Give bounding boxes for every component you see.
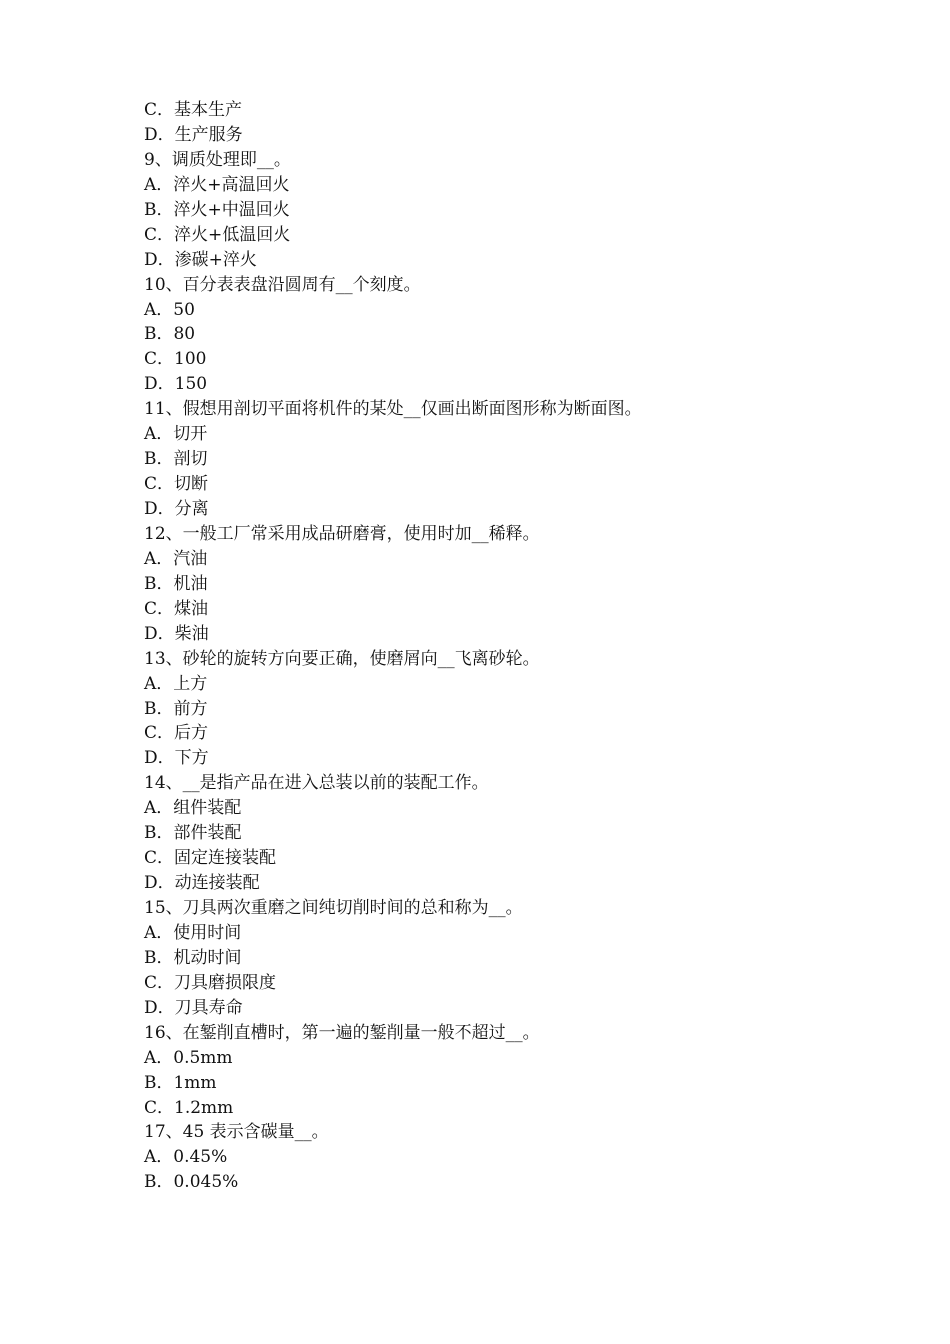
option-line: C．后方 <box>144 723 209 744</box>
option-line: A．淬火+高温回火 <box>144 174 290 195</box>
option-line: D．渗碳+淬火 <box>144 249 257 270</box>
option-line: A．使用时间 <box>144 922 242 943</box>
question-line: 12、一般工厂常采用成品研磨膏，使用时加__稀释。 <box>144 523 540 544</box>
option-line: A．0.45% <box>144 1147 228 1168</box>
option-line: B．部件装配 <box>144 823 242 844</box>
option-line: B．机油 <box>144 573 208 594</box>
option-line: B．前方 <box>144 698 208 719</box>
option-line: A．汽油 <box>144 548 208 569</box>
option-line: D．动连接装配 <box>144 873 260 894</box>
question-line: 9、调质处理即__。 <box>144 149 291 170</box>
option-line: B．80 <box>144 324 196 345</box>
option-line: D．生产服务 <box>144 124 243 145</box>
option-line: B．淬火+中温回火 <box>144 199 290 220</box>
option-line: D．刀具寿命 <box>144 997 243 1018</box>
option-line: D．分离 <box>144 499 209 519</box>
option-line: C．100 <box>144 349 207 370</box>
question-line: 13、砂轮的旋转方向要正确，使磨屑向__飞离砂轮。 <box>144 648 540 669</box>
question-line: 16、在錾削直槽时，第一遍的錾削量一般不超过__。 <box>144 1022 540 1043</box>
option-line: B．1mm <box>144 1072 217 1093</box>
question-line: 10、百分表表盘沿圆周有__个刻度。 <box>144 274 421 295</box>
option-line: B．剖切 <box>144 449 208 470</box>
option-line: B．0.045% <box>144 1172 239 1193</box>
option-line: C．煤油 <box>144 598 209 619</box>
option-line: C．基本生产 <box>144 100 243 120</box>
option-line: C．淬火+低温回火 <box>144 224 291 245</box>
option-line: A．组件装配 <box>144 798 242 819</box>
option-line: B．机动时间 <box>144 947 242 968</box>
option-line: D．柴油 <box>144 623 209 644</box>
option-line: A．上方 <box>144 673 208 694</box>
option-line: A．50 <box>144 299 195 320</box>
question-line: 11、假想用剖切平面将机件的某处__仅画出断面图形称为断面图。 <box>144 399 642 420</box>
question-line: 15、刀具两次重磨之间纯切削时间的总和称为__。 <box>144 898 523 918</box>
option-line: D．下方 <box>144 748 209 769</box>
question-list <box>144 98 844 1195</box>
question-line: 14、__是指产品在进入总装以前的装配工作。 <box>144 773 489 794</box>
option-line: A．0.5mm <box>144 1047 233 1068</box>
option-line: C．刀具磨损限度 <box>144 972 277 993</box>
option-line: C．1.2mm <box>144 1097 234 1118</box>
option-line: C．切断 <box>144 474 209 495</box>
option-line: D．150 <box>144 374 208 395</box>
question-line: 17、45 表示含碳量__。 <box>144 1122 329 1143</box>
option-line: C．固定连接装配 <box>144 848 277 869</box>
option-line: A．切开 <box>144 424 208 445</box>
